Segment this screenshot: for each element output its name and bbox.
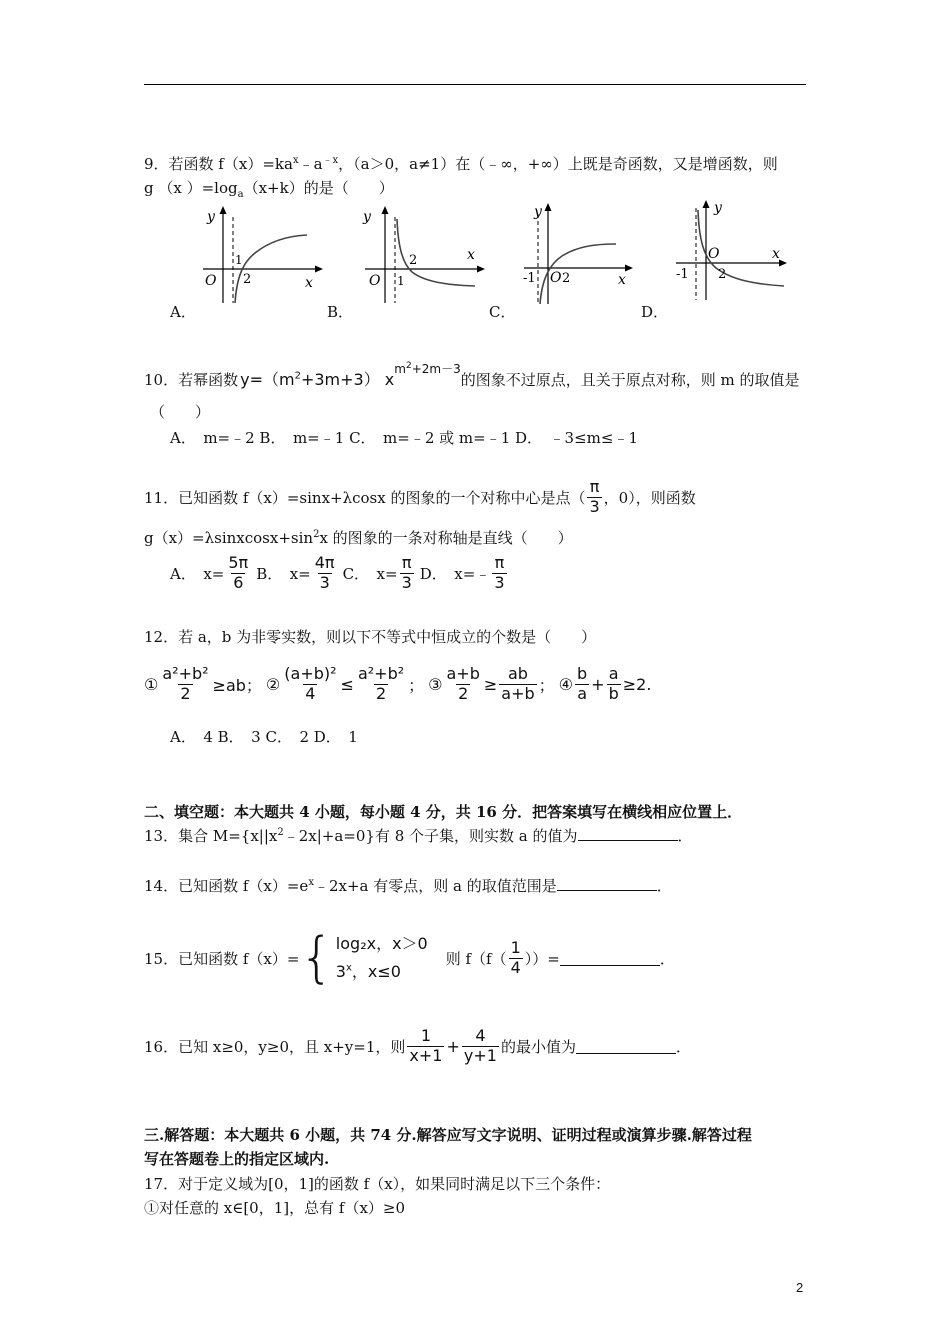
q9-option-c: C． [489,303,516,321]
q10-exp-a: m [394,362,406,376]
q9-line2-b: （x+k）的是（ ） [243,179,394,197]
q12-i2-frac2 [356,665,406,703]
q10-options: A． m=﹣2 B． m=﹣1 C． m=﹣2 或 m=﹣1 D． ﹣3≤m≤﹣1 [170,429,638,447]
q12-i3: ③ [428,674,443,694]
q11-opt-c: C． x= [342,564,398,583]
q15-line [144,924,675,992]
q11-opt-b-frac [313,554,337,592]
q10-paren: （ ） [150,403,211,421]
q10-exponent [394,362,460,376]
frac-den: a [577,683,587,703]
q9-text-b: ﹣a [298,155,323,173]
q10-line1 [144,360,799,390]
graph-c-2: 2 [562,271,571,286]
graph-b-o: O [369,273,381,289]
graph-a-2: 2 [243,272,252,287]
q10-formula-a: y=（m [240,370,295,389]
q11-line2-sup: 2 [313,529,320,540]
q15-case2-sup: x [345,962,352,974]
q15-case2-b: ，x≤0 [351,962,401,981]
q14-end: ． [656,877,672,895]
q15-answer-blank[interactable] [560,951,660,966]
graph-a-o: O [205,273,217,289]
q12-i2-end: ； [408,675,425,695]
q12-i4-frac [575,665,589,703]
q12-i3-frac [445,665,482,703]
q10-exp-sup: 2 [405,361,412,371]
q12-i2-rel: ≤ [340,674,354,694]
frac-den: 4 [305,683,316,703]
q9-line2-a: g （x ）=log [144,179,238,197]
q10-formula-x: x [384,370,395,389]
q16-b: 的最小值为 [500,1037,576,1056]
q9-line2 [144,177,394,200]
q13-b: ﹣2x|+a=0}有 8 个子集，则实数 a 的值为 [283,827,578,845]
frac-num: ab [507,664,528,684]
q12-i4-plus: + [591,674,605,694]
q12-line1: 12．若 a，b 为非零实数，则以下不等式中恒成立的个数是（ ） [144,628,597,646]
section3-heading-line1: 三.解答题：本大题共 6 小题，共 74 分.解答应写文字说明、证明过程或演算步骤.解答过程 [144,1126,752,1144]
graph-c [520,200,650,308]
q15-case2-a: 3 [335,962,346,981]
q10-rest: 的图象不过原点，且关于原点对称，则 m 的取值是 [460,371,800,389]
q15-end: ． [659,949,675,968]
q10-formula [240,361,461,390]
q11-opt-b: B． x= [256,564,311,583]
graph-b-x: x [467,247,475,263]
q15-c: ））= [524,949,560,968]
graph-c-o: O [550,270,562,286]
q12-inequalities [144,660,651,708]
graph-d-neg1: -1 [676,267,689,282]
q11-opt-c-frac [400,554,414,592]
frac-den: b [608,683,619,703]
graph-c-neg1: -1 [523,271,536,286]
frac-num: a [608,664,619,684]
q11-line1-a: 11．已知函数 f（x）=sinx+λcosx 的图象的一个对称中心是点（ [144,488,586,507]
q11-point-frac [587,478,601,516]
frac-num: 4π [314,553,335,573]
q15-frac [509,939,523,977]
q12-i4-rel: ≥2. [622,674,652,694]
q12-i1-rel: ≥ab； [212,675,262,695]
q14-sup: x [308,877,314,888]
frac-den: 4 [510,957,521,977]
graph-b-1: 1 [397,274,405,288]
q15-case1: log₂x，x＞0 [335,934,428,953]
q12-i3-rel: ≥ [483,674,498,694]
q12-i1-frac [160,665,210,703]
q14-b: ﹣2x+a 有零点，则 a 的取值范围是 [313,877,557,895]
q12-i3-end: ； [538,675,555,695]
section3-heading-line2: 写在答题卷上的指定区域内. [144,1150,330,1168]
frac-num: π [589,477,600,497]
frac-den: 3 [589,496,600,516]
q12-i1: ① [144,674,159,694]
frac-num: (a+b)² [284,664,337,684]
frac-den: x+1 [409,1045,443,1065]
q15-case2 [336,958,428,986]
q13-sup: 2 [277,827,284,838]
q16-a: 16．已知 x≥0，y≥0，且 x+y=1，则 [144,1037,406,1056]
q12-i4-frac2 [607,665,621,703]
frac-num: 1 [420,1026,432,1046]
q16-frac2 [462,1027,499,1065]
q9-sup2: ﹣x [322,155,339,166]
graph-d-2: 2 [718,267,727,282]
q9-text-c: ，（a＞0，a≠1）在（﹣∞，+∞）上既是奇函数，又是增函数，则 [338,155,778,173]
q12-i4: ④ [558,674,574,694]
q11-line2 [144,527,573,548]
frac-den: 3 [401,572,412,592]
q17-condition1: ①对任意的 x∈[0，1]，总有 f（x）≥0 [144,1199,406,1217]
q10-formula-sup: 2 [294,370,301,382]
q14-a: 14．已知函数 f（x）=e [144,877,309,895]
q12-i3-frac2 [499,665,536,703]
graph-d [672,196,792,301]
graph-b-y: y [363,209,371,225]
q15-a: 15．已知函数 f（x）= [144,949,300,968]
q9-line1 [144,151,778,174]
graph-a-y: y [207,209,215,225]
q10-exp-b: +2m－3 [411,362,461,376]
q14-answer-blank[interactable] [557,876,657,891]
q9-option-d: D． [641,303,669,321]
frac-num: 1 [510,938,521,958]
q13-a: 13．集合 M={x||x [144,827,278,845]
frac-num: π [494,553,505,573]
q10-formula-b: +3m+3） [300,370,380,389]
q9-option-b: B． [327,303,354,321]
section2-heading: 二、填空题：本大题共 4 小题，每小题 4 分，共 16 分．把答案填写在横线相应位置上． [144,803,743,821]
graph-d-x: x [772,246,780,262]
q15-brace-icon: { [299,926,334,989]
q17-line: 17．对于定义域为[0，1]的函数 f（x），如果同时满足以下三个条件： [144,1175,611,1193]
q15-b: 则 f（f（ [445,949,507,968]
graph-d-y: y [714,200,722,216]
q13-line [144,825,693,846]
graph-c-x: x [618,272,626,288]
q11-opt-d-frac [492,554,506,592]
q13-end: ． [677,827,693,845]
frac-num: 4 [475,1026,486,1046]
frac-den: 3 [494,572,505,592]
q16-answer-blank[interactable] [576,1039,676,1054]
q9-sup1: x [292,155,299,166]
page-number: 2 [796,1280,804,1295]
q16-line [144,1023,691,1069]
q10-lead: 10．若幂函数 [144,371,239,389]
frac-den: 2 [375,683,387,703]
q9-text-a: 9．若函数 f（x）=ka [144,155,293,173]
q14-line [144,875,672,896]
q11-line2-b: x 的图象的一条对称轴是直线（ ） [319,529,573,547]
q15-cases [336,930,428,986]
frac-den: 2 [180,683,191,703]
header-rule [144,84,806,85]
graph-d-o: O [708,246,720,262]
frac-num: b [577,664,588,684]
graph-b [357,203,487,308]
q12-i2: ② [265,674,281,694]
q13-answer-blank[interactable] [578,826,678,841]
q11-line1-b: ，0），则函数 [603,488,696,507]
q16-end: ． [675,1037,691,1056]
frac-den: 6 [233,572,244,592]
graph-a [195,203,325,308]
graph-b-2: 2 [409,253,418,268]
q11-opt-d: D． x=﹣ [419,564,491,583]
q16-frac1 [407,1027,444,1065]
q11-options [170,550,509,596]
q11-line1 [144,474,696,520]
q11-opt-a: A． x= [170,564,225,583]
frac-den: a+b [501,683,535,703]
q9-sub: a [237,189,244,200]
graph-a-1: 1 [235,253,243,267]
frac-num: π [401,553,412,573]
q9-option-a: A． [170,303,196,321]
q16-plus: + [446,1036,460,1056]
q12-options: A． 4 B． 3 C． 2 D． 1 [170,728,358,746]
graph-a-x: x [305,275,313,291]
frac-num: a+b [446,664,480,684]
q11-line2-a: g（x）=λsinxcosx+sin [144,529,314,547]
q12-i2-frac [282,665,338,703]
frac-num: a²+b² [357,664,405,684]
frac-num: 5π [228,553,249,573]
frac-den: 2 [458,683,469,703]
frac-den: 3 [319,572,330,592]
graph-c-y: y [534,204,542,220]
q11-opt-a-frac [226,554,250,592]
frac-num: a²+b² [162,664,209,684]
frac-den: y+1 [463,1045,497,1065]
